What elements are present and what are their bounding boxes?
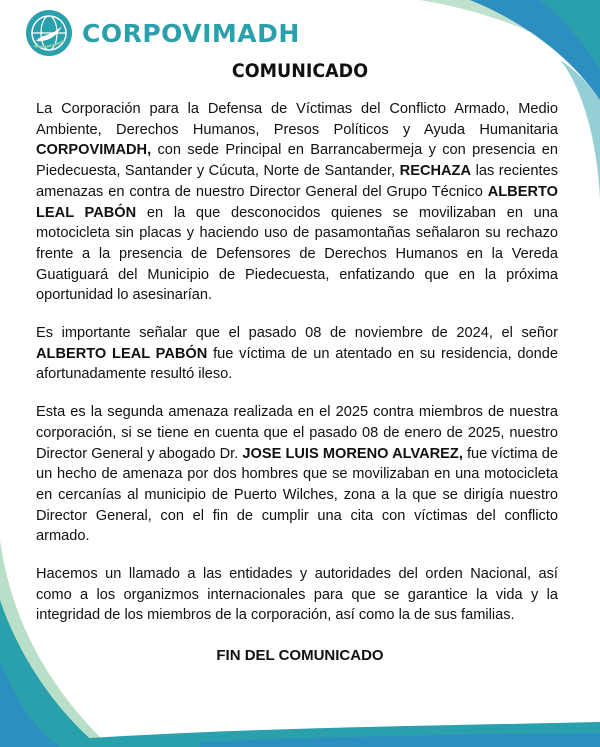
header <box>24 8 300 58</box>
brand-name: CORPOVIMADH <box>82 18 300 48</box>
page-title: COMUNICADO <box>231 60 369 82</box>
paragraph-1: La Corporación para la Defensa de Víctimas del Conflicto Armado, Medio Ambiente, Derechos Humanos, Presos Políticos y Ayuda Humanitaria CORPOVIMADH, con sede Principal en Barrancabermeja y con presencia en Piedecuesta, Santander y Cúcuta, Norte de Santander, RECHAZA las recientes amenazas en contra de nuestro Director General del Grupo Técnico ALBERTO LEAL PABÓN en la que desconocidos quienes se movilizaban en una motocicleta sin placas y haciendo uso de pasamontañas señalaron su rechazo frente a la presencia de Defensores de Derechos Humanos en la Vereda Guatiguará del Municipio de Piedecuesta, enfatizando que en la próxima oportunidad lo asesinarían. <box>36 101 559 304</box>
globe-dove-logo-icon <box>24 8 74 58</box>
communique-body <box>36 99 558 643</box>
paragraph-3: Esta es la segunda amenaza realizada en el 2025 contra miembros de nuestra corporación, si se tiene en cuenta que el pasado 08 de enero de 2025, nuestro Director General y abogado Dr. JOSE LUIS MORENO ALVAREZ, fue víctima de un hecho de amenaza por dos hombres que se movilizaban en una motocicleta en cercanías al municipio de Puerto Wilches, zona a la que se dirigía nuestro Director General, con el fin de cumplir una cita con víctimas del conflicto armado. <box>36 404 558 545</box>
paragraph-4: Hacemos un llamado a las entidades y autoridades del orden Nacional, así como a los organizmos internacionales para que se garantice la vida y la integridad de los miembros de la corporación, así como la de sus familias. <box>36 566 558 624</box>
paragraph-2: Es importante señalar que el pasado 08 de noviembre de 2024, el señor ALBERTO LEAL PABÓN fue víctima de un atentado en su residencia, donde afortunadamente resultó ileso. <box>36 325 558 383</box>
closing-line: FIN DEL COMUNICADO <box>216 647 384 664</box>
